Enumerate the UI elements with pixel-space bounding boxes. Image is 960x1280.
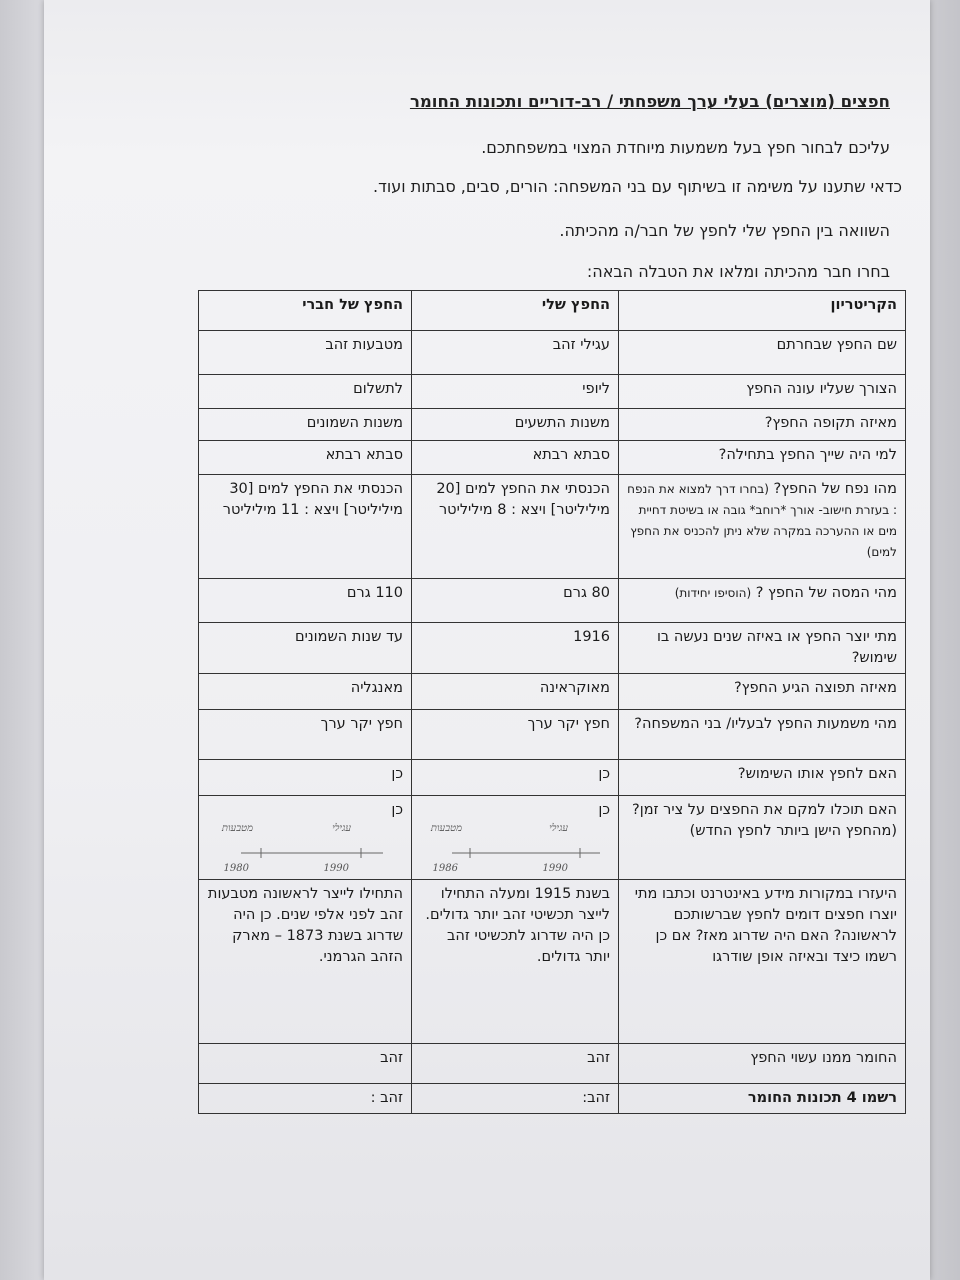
table-row: [199, 409, 906, 441]
mine-cell: 80 גרם: [412, 579, 619, 623]
timeline-year: 1990: [323, 863, 349, 875]
friend-cell: 110 גרם: [199, 579, 412, 623]
criterion-cell: מאיזה תקופה החפץ?: [619, 409, 906, 441]
friend-cell: זהב: [199, 1044, 412, 1084]
table-row: [199, 760, 906, 796]
criterion-text: מהי המסה של החפץ ?: [755, 585, 897, 601]
header-mine: החפץ שלי: [412, 291, 619, 331]
criterion-cell: למי היה שייך החפץ בתחילה?: [619, 441, 906, 475]
criterion-cell: מאיזה תפוצה הגיע החפץ?: [619, 674, 906, 710]
timeline-year: 1980: [223, 863, 249, 875]
friend-cell: לתשלום: [199, 375, 412, 409]
timeline-item-label: עגילי: [332, 823, 351, 835]
mine-cell: 1916: [412, 623, 619, 674]
criterion-cell: מתי יוצר החפץ או באיזה שנים נעשה בו שימוש?: [619, 623, 906, 674]
table-row: [199, 623, 906, 674]
table-row: [199, 475, 906, 579]
timeline-item-label: מטבעות: [221, 823, 253, 835]
timeline-year: 1986: [432, 863, 458, 875]
mine-cell: בשנת 1915 ומעלה התחילו לייצר תכשיטי זהב יותר גדולים. כן היה שדרוג לתכשיטי זהב יותר גדולים.: [412, 880, 619, 1044]
friend-cell: זהב :: [199, 1084, 412, 1114]
criterion-cell: מהי משמעות החפץ לבעליו/ בני המשפחה?: [619, 710, 906, 760]
table-row: [199, 1044, 906, 1084]
criterion-cell: האם לחפץ אותו השימוש?: [619, 760, 906, 796]
instruction-line-2: כדאי שתענו על משימה זו בשיתוף עם בני המשפחה: הורים, סבים, סבתות ועוד.: [373, 177, 902, 196]
mine-cell: זהב:: [412, 1084, 619, 1114]
paper-sheet: [44, 0, 930, 1280]
timeline-item-label: עגילי: [549, 823, 568, 835]
criterion-cell: האם תוכלו למקם את החפצים על ציר זמן? (מהחפץ הישן ביותר לחפץ החדש): [619, 796, 906, 880]
mine-cell: [412, 796, 619, 880]
table-row: [199, 1084, 906, 1114]
table-row: [199, 880, 906, 1044]
header-friend: החפץ של חברי: [199, 291, 412, 331]
document-title: חפצים (מוצרים) בעלי ערך משפחתי / רב-דוריים ותכונות החומר: [409, 92, 890, 111]
table-row: [199, 331, 906, 375]
timeline-year: 1990: [542, 863, 568, 875]
criterion-cell: [619, 475, 906, 579]
friend-cell: משנות השמונים: [199, 409, 412, 441]
mine-cell: הכנסתי את החפץ למים [20 מיליליטר] ויצא : 8 מיליליטר: [412, 475, 619, 579]
friend-answer: כן: [391, 802, 403, 819]
friend-cell: מטבעות זהב: [199, 331, 412, 375]
mine-cell: כן: [412, 760, 619, 796]
friend-cell: עד שנות השמונים: [199, 623, 412, 674]
mine-cell: זהב: [412, 1044, 619, 1084]
header-criterion: הקריטריון: [619, 291, 906, 331]
table-row: [199, 441, 906, 475]
mine-cell: חפץ יקר ערך: [412, 710, 619, 760]
table-row: [199, 796, 906, 880]
friend-cell: חפץ יקר ערך: [199, 710, 412, 760]
friend-cell: התחילו לייצר לראשונה מטבעות זהב לפני אלפי שנים. כן היה שדרוג בשנת 1873 – מארק הזהב הגרמני.: [199, 880, 412, 1044]
friend-cell: [199, 796, 412, 880]
instruction-line-3: השוואה בין החפץ שלי לחפץ של חבר/ה מהכיתה.: [559, 221, 890, 240]
table-row: [199, 375, 906, 409]
instruction-line-1: עליכם לבחור חפץ בעל משמעות מיוחדת המצוי במשפחתכם.: [481, 138, 890, 157]
comparison-table: [198, 290, 906, 1114]
mine-cell: משנות התשעים: [412, 409, 619, 441]
criterion-note: (הוסיפו יחידות): [674, 586, 752, 600]
timeline-item-label: מטבעות: [430, 823, 462, 835]
mine-answer: כן: [598, 802, 610, 819]
friend-cell: כן: [199, 760, 412, 796]
table-row: [199, 579, 906, 623]
friend-cell: מאנגליה: [199, 674, 412, 710]
table-header-row: [199, 291, 906, 331]
friend-cell: סבתא רבתא: [199, 441, 412, 475]
instruction-line-4: בחרו חבר מהכיתה ומלאו את הטבלה הבאה:: [586, 262, 890, 281]
mine-cell: סבתא רבתא: [412, 441, 619, 475]
mine-timeline-sketch: [430, 821, 610, 875]
friend-timeline-sketch: [221, 821, 403, 875]
table-row: [199, 674, 906, 710]
criterion-text: מהו נפח של החפץ?: [773, 481, 897, 497]
mine-cell: מאוקראינה: [412, 674, 619, 710]
mine-cell: ליופי: [412, 375, 619, 409]
criterion-cell: הצורך שעליו עונה החפץ: [619, 375, 906, 409]
criterion-cell: החומר ממנו עשוי החפץ: [619, 1044, 906, 1084]
criterion-cell: היעזרו במקורות מידע באינטרנט וכתבו מתי יוצרו חפצים דומים לחפץ שברשותכם לראשונה? האם היה שדרוג מאז? אם כן רשמו כיצד ובאיזה אופן שודרגו: [619, 880, 906, 1044]
mine-cell: עגילי זהב: [412, 331, 619, 375]
table-row: [199, 710, 906, 760]
criterion-note: (בחרו דרך למצוא את הנפח : בעזרת חישוב- אורך *רוחב* גובה או בשיטת דחיית מים או ההערכה במקרה שלא ניתן להכניס את החפץ למים): [627, 482, 897, 560]
criterion-cell: שם החפץ שבחרתם: [619, 331, 906, 375]
document-content: [144, 0, 914, 1280]
criterion-cell: רשמו 4 תכונות החומר: [619, 1084, 906, 1114]
criterion-cell: [619, 579, 906, 623]
friend-cell: הכנסתי את החפץ למים [30 מיליליטר] ויצא : 11 מיליליטר: [199, 475, 412, 579]
